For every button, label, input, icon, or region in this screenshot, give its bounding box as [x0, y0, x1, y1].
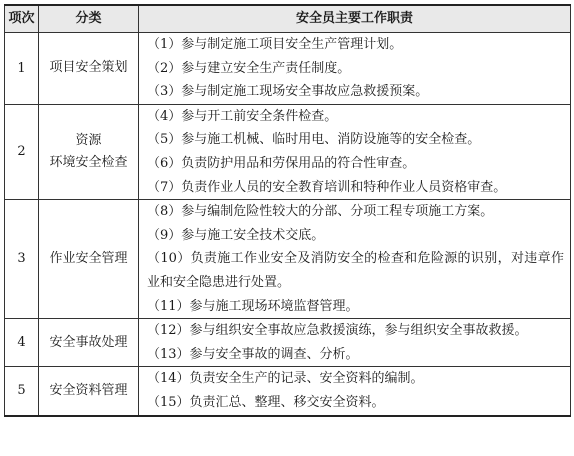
- duty-item: （8）参与编制危险性较大的分部、分项工程专项施工方案。: [147, 204, 494, 220]
- row-index: 3: [5, 200, 39, 319]
- header-index-text: 项次: [8, 11, 35, 26]
- header-category: 分类: [39, 5, 139, 33]
- duty-item: （14）负责安全生产的记录、安全资料的编制。: [147, 371, 424, 387]
- header-index: [5, 5, 39, 33]
- duty-item: （9）参与施工安全技术交底。: [147, 227, 325, 243]
- table-row: [5, 104, 571, 199]
- duty-item: （10）负责施工作业安全及消防安全的检查和危险源的识别，对违章作业和安全隐患进行处置。: [147, 251, 564, 290]
- table-row: [5, 200, 571, 319]
- category-line: 环境安全检查: [49, 154, 128, 170]
- table-row: [5, 319, 571, 367]
- row-duties: [139, 33, 571, 105]
- table-row: [5, 33, 571, 105]
- row-duties: [139, 104, 571, 199]
- row-index: 1: [5, 33, 39, 105]
- row-category: [39, 33, 139, 105]
- category-line: 作业安全管理: [49, 251, 128, 267]
- duty-item: （2）参与建立安全生产责任制度。: [147, 60, 351, 76]
- row-index: 2: [5, 104, 39, 199]
- duty-item: （1）参与制定施工项目安全生产管理计划。: [147, 37, 403, 52]
- row-index: 5: [5, 367, 39, 416]
- duty-item: （6）负责防护用品和劳保用品的符合性审查。: [147, 155, 416, 171]
- duty-item: （12）参与组织安全事故应急救援演练，参与组织安全事故救援。: [147, 323, 528, 339]
- category-line: 安全事故处理: [49, 334, 128, 350]
- duty-item: （11）参与施工现场环境监督管理。: [147, 298, 359, 314]
- duties-table: [4, 4, 571, 417]
- duty-item: （7）负责作业人员的安全教育培训和特种作业人员资格审查。: [147, 179, 507, 195]
- row-category: [39, 367, 139, 416]
- row-category: [39, 104, 139, 199]
- duty-item: （13）参与安全事故的调查、分析。: [147, 346, 359, 362]
- duty-item: （3）参与制定施工现场安全事故应急救援预案。: [147, 84, 429, 100]
- row-index: 4: [5, 319, 39, 367]
- row-category: [39, 319, 139, 367]
- table-row: [5, 367, 571, 416]
- row-duties: [139, 200, 571, 319]
- duty-item: （15）负责汇总、整理、移交安全资料。: [147, 394, 385, 410]
- row-duties: [139, 367, 571, 416]
- category-line: 资源: [75, 132, 102, 148]
- duty-item: （4）参与开工前安全条件检查。: [147, 108, 338, 124]
- category-line: 项目安全策划: [49, 60, 128, 76]
- row-duties: [139, 319, 571, 367]
- row-category: [39, 200, 139, 319]
- category-line: 安全资料管理: [49, 382, 128, 398]
- header-row: [5, 5, 571, 33]
- duty-item: （5）参与施工机械、临时用电、消防设施等的安全检查。: [147, 132, 481, 148]
- header-duties: 安全员主要工作职责: [139, 5, 571, 33]
